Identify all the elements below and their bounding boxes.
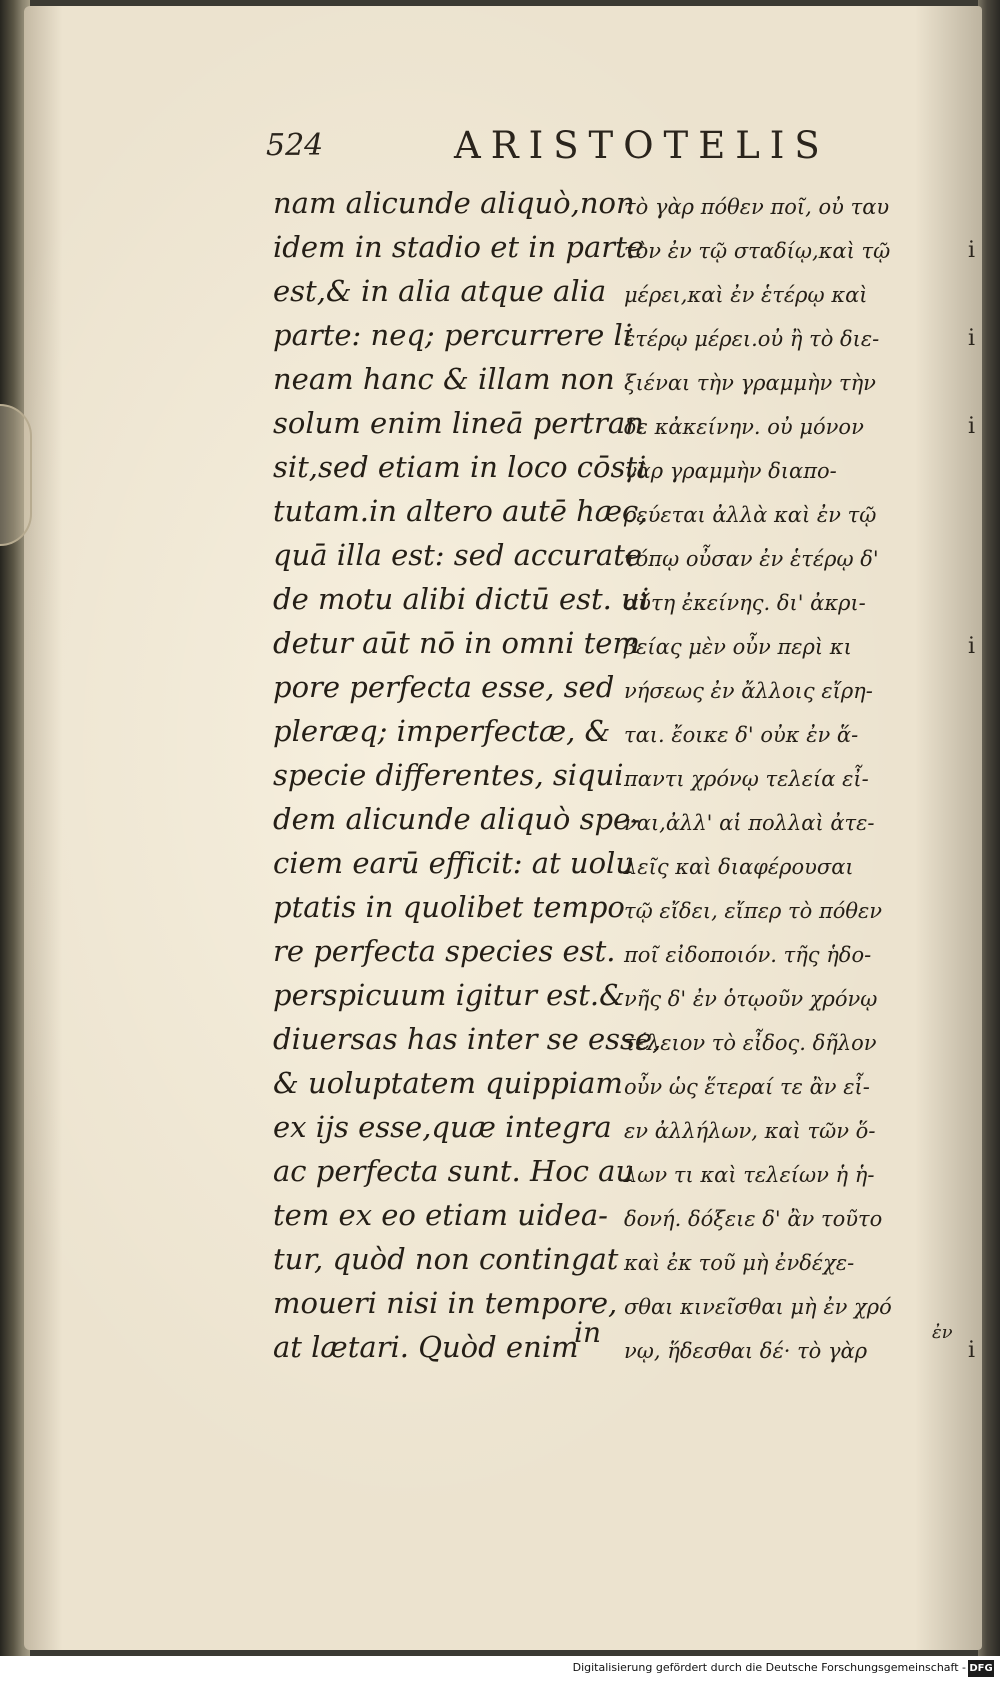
greek-line: ξιέναι τὴν γραμμὴν τὴν — [624, 371, 876, 395]
greek-line: τόπῳ οὖσαν ἐν ἑτέρῳ δ' — [624, 547, 879, 571]
page-header — [0, 124, 1000, 168]
latin-line: detur aūt nō in omni tem — [273, 626, 640, 660]
latin-line: tutam.in altero autē hæc, — [273, 494, 648, 528]
latin-line: de motu alibi dictū est. ui — [273, 582, 650, 616]
latin-line: & uoluptatem quippiam — [273, 1066, 623, 1100]
latin-line: dem alicunde aliquò spe- — [273, 802, 640, 836]
bleed-letter — [968, 449, 990, 493]
funding-credit: Digitalisierung gefördert durch die Deutsche Forschungsgemeinschaft - — [572, 1661, 966, 1674]
latin-line: pleræq; imperfectæ, & — [273, 714, 611, 748]
latin-line: parte: neq; percurrere li — [273, 318, 633, 352]
greek-line: δονή. δόξειε δ' ἂν τοῦτο — [624, 1207, 883, 1231]
page-number: 524 — [266, 128, 324, 163]
greek-line: τέλειον τὸ εἶδος. δῆλον — [624, 1031, 877, 1055]
greek-line: ται. ἔοικε δ' οὐκ ἐν ἅ- — [624, 723, 859, 747]
latin-line: ex ijs esse,quæ integra — [273, 1110, 612, 1144]
greek-line: σθαι κινεῖσθαι μὴ ἐν χρό — [624, 1295, 892, 1319]
latin-line: specie differentes, siqui — [273, 758, 624, 792]
bleed-letter: i — [968, 326, 976, 351]
latin-line: at lætari. Quòd enim — [273, 1330, 579, 1364]
latin-line: pore perfecta esse, sed — [273, 670, 615, 704]
latin-line: tur, quòd non contingat — [273, 1242, 619, 1276]
latin-line: ac perfecta sunt. Hoc au — [273, 1154, 635, 1188]
greek-line: ναι,ἀλλ' αἱ πολλαὶ ἀτε- — [624, 811, 875, 835]
greek-line: ποῖ εἰδοποιόν. τῆς ἡδο- — [624, 943, 872, 967]
bleed-letter — [968, 1241, 990, 1285]
greek-line: τὸ γὰρ πόθεν ποῖ, οὐ ταυ — [624, 195, 890, 219]
greek-line: δε κἀκείνην. οὐ μόνον — [624, 415, 864, 439]
greek-line: τὸν ἐν τῷ σταδίῳ,καὶ τῷ — [624, 239, 891, 263]
bleed-letter — [968, 977, 990, 1021]
bleed-letter — [968, 1065, 990, 1109]
dfg-logo: DFG — [968, 1660, 994, 1677]
latin-line: neam hanc & illam non — [273, 362, 615, 396]
latin-line: sit,sed etiam in loco cōsti — [273, 450, 647, 484]
greek-line: τῷ εἴδει, εἴπερ τὸ πόθεν — [624, 899, 883, 923]
latin-line: ciem earū efficit: at uolu — [273, 846, 634, 880]
bleed-letter — [968, 493, 990, 537]
latin-line: quā illa est: sed accurate — [273, 538, 643, 572]
bleed-letter: i — [968, 238, 976, 263]
bleed-letter — [968, 1021, 990, 1065]
greek-line: νῳ, ἥδεσθαι δέ· τὸ γὰρ — [624, 1339, 868, 1363]
bleed-letter — [968, 1285, 990, 1329]
bleed-letter — [968, 933, 990, 977]
greek-text-column — [624, 185, 954, 1373]
latin-line: solum enim lineā pertran — [273, 406, 644, 440]
bleed-letter — [968, 1197, 990, 1241]
bleed-letter — [968, 845, 990, 889]
bleed-letter — [968, 713, 990, 757]
latin-line: idem in stadio et in parte — [273, 230, 644, 264]
latin-line: diuersas has inter se esse, — [273, 1022, 662, 1056]
greek-line: αὕτη ἐκείνης. δι' ἀκρι- — [624, 591, 866, 615]
latin-line: ptatis in quolibet tempo — [273, 890, 625, 924]
bleed-letter: i — [968, 1338, 976, 1363]
latin-catchword: in — [574, 1316, 601, 1349]
running-title: ARISTOTELIS — [454, 124, 830, 167]
latin-line: tem ex eo etiam uidea- — [273, 1198, 608, 1232]
greek-line: ἑτέρῳ μέρει.οὐ ἢ τὸ διε- — [624, 327, 880, 351]
greek-line: λεῖς καὶ διαφέρουσαι — [624, 855, 854, 879]
greek-line: γὰρ γραμμὴν διαπο- — [624, 459, 837, 483]
greek-line: εν ἀλλήλων, καὶ τῶν ὅ- — [624, 1119, 876, 1143]
bleed-letter — [968, 1153, 990, 1197]
latin-line: perspicuum igitur est.& — [273, 978, 625, 1012]
greek-line: παντι χρόνῳ τελεία εἶ- — [624, 767, 869, 791]
page-tab-mark — [0, 404, 32, 546]
bleed-letter — [968, 757, 990, 801]
bleed-letter — [968, 889, 990, 933]
bleed-letter — [968, 185, 990, 229]
latin-line: re perfecta species est. — [273, 934, 616, 968]
bleed-letter — [968, 669, 990, 713]
bleed-letter — [968, 801, 990, 845]
bleed-letter — [968, 273, 990, 317]
latin-text-column — [273, 181, 662, 1369]
bleed-letter: i — [968, 634, 976, 659]
bleed-letter — [968, 361, 990, 405]
bleed-letter — [968, 537, 990, 581]
greek-line: νήσεως ἐν ἄλλοις εἴρη- — [624, 679, 873, 703]
greek-catchword: ἐν — [932, 1322, 953, 1343]
digitization-footer — [0, 1656, 1000, 1683]
greek-line: οὖν ὡς ἕτεραί τε ἂν εἶ- — [624, 1075, 870, 1099]
greek-line: βείας μὲν οὖν περὶ κι — [624, 635, 852, 659]
greek-line: καὶ ἐκ τοῦ μὴ ἐνδέχε- — [624, 1251, 855, 1275]
greek-line: λων τι καὶ τελείων ἡ ἡ- — [624, 1163, 875, 1187]
latin-line: moueri nisi in tempore, — [273, 1286, 618, 1320]
bleed-letter — [968, 581, 990, 625]
greek-line: ρεύεται ἀλλὰ καὶ ἐν τῷ — [624, 503, 877, 527]
latin-line: est,& in alia atque alia — [273, 274, 607, 308]
greek-line: νῆς δ' ἐν ὁτῳοῦν χρόνῳ — [624, 987, 878, 1011]
bleed-letter: i — [968, 414, 976, 439]
bleed-letter — [968, 1109, 990, 1153]
greek-line: μέρει,καὶ ἐν ἑτέρῳ καὶ — [624, 283, 868, 307]
facing-page-bleed — [968, 185, 990, 1373]
latin-line: nam alicunde aliquò,non — [273, 186, 635, 220]
